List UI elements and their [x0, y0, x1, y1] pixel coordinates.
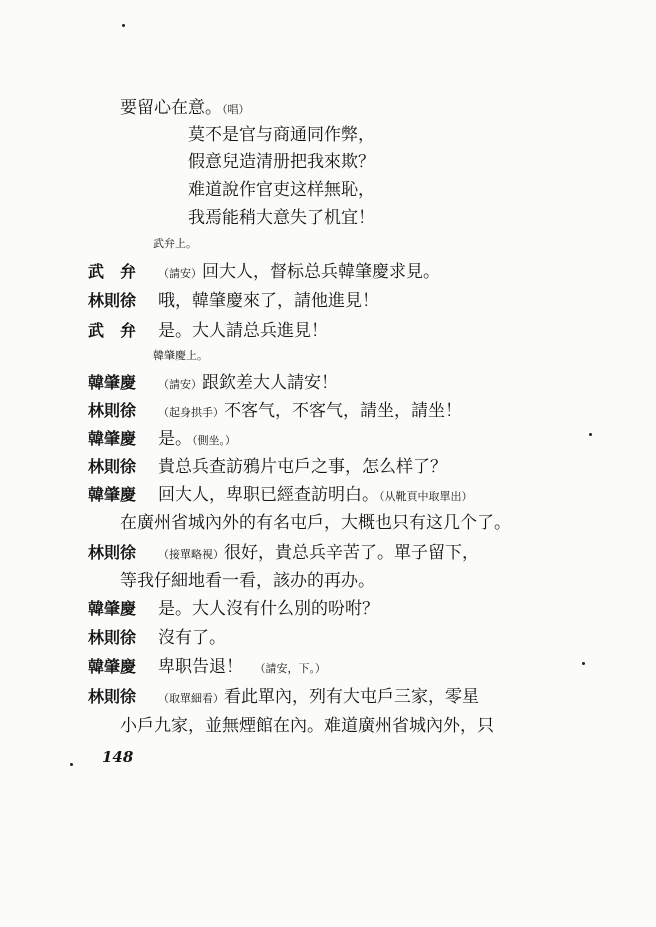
stage-direction: （唱）	[222, 103, 250, 116]
speaker-name: 林則徐	[88, 401, 137, 420]
speaker-name: 韓肇慶	[88, 429, 137, 448]
verse-line: 难道說作官吏这样無恥，	[188, 180, 375, 200]
print-speck	[582, 662, 585, 665]
dialogue-text: 是。大人請总兵進見！	[158, 321, 328, 341]
print-speck	[122, 24, 125, 27]
print-speck	[70, 763, 73, 766]
print-speck	[589, 433, 592, 436]
dialogue-line	[158, 428, 236, 452]
stage-direction: （請安）	[158, 378, 202, 391]
stage-direction: （从靴頁中取單出）	[379, 490, 473, 503]
speaker-name: 韓肇慶	[88, 657, 137, 676]
dialogue-text: 貴总兵查訪鴉片屯戶之事，怎么样了？	[158, 457, 447, 477]
stage-direction: （側坐。）	[192, 434, 236, 447]
dialogue-line	[158, 372, 338, 396]
dialogue-line	[158, 400, 462, 424]
dialogue-continuation: 在廣州省城內外的有名屯戶，大概也只有这几个了。	[120, 513, 511, 533]
dialogue-continuation: 小戶九家，並無煙館在內。难道廣州省城內外，只	[120, 716, 494, 736]
speaker-name: 韓肇慶	[88, 599, 137, 618]
dialogue-text: 很好，貴总兵辛苦了。單子留下，	[224, 543, 479, 563]
dialogue-text: 沒有了。	[158, 628, 226, 648]
dialogue-text: 是。大人沒有什么別的吩咐？	[158, 599, 379, 619]
stage-direction: （取單細看）	[158, 692, 224, 705]
page-number: 148	[102, 748, 134, 766]
dialogue-text: 不客气，不客气，請坐，請坐！	[224, 401, 462, 421]
verse-line: 假意兒造清册把我來欺？	[188, 152, 375, 172]
stage-direction: 韓肇慶上。	[153, 349, 208, 362]
stage-direction: （起身拱手）	[158, 406, 224, 419]
dialogue-text: 看此單內，列有大屯戶三家，零星	[224, 687, 479, 707]
dialogue-text: 跟欽差大人請安！	[202, 373, 338, 393]
dialogue-line	[158, 484, 473, 508]
speaker-name: 韓肇慶	[88, 373, 137, 392]
stage-direction: （請安，下。）	[260, 662, 326, 675]
verse-line: 我焉能稍大意失了机宜！	[188, 208, 375, 228]
speaker-name: 林則徐	[88, 687, 137, 706]
dialogue-text: 卑职告退！	[158, 657, 243, 677]
dialogue-line	[158, 542, 479, 566]
speaker-name: 林則徐	[88, 543, 137, 562]
dialogue-line	[158, 686, 479, 710]
dialogue-text: 是。	[158, 429, 192, 449]
stage-direction: （接單略視）	[158, 548, 224, 561]
speaker-name: 韓肇慶	[88, 485, 137, 504]
stage-direction: 武弁上。	[153, 237, 197, 250]
script-line	[120, 97, 250, 121]
verse-line: 莫不是官与商通同作弊，	[188, 125, 375, 145]
dialogue-line	[158, 261, 440, 285]
dialogue-text: 哦，韓肇慶來了，請他進見！	[158, 291, 379, 311]
dialogue-text: 回大人，卑职已經查訪明白。	[158, 485, 379, 505]
dialogue-text: 回大人，督标总兵韓肇慶求見。	[202, 262, 440, 282]
speaker-name: 武 弁	[88, 262, 137, 281]
dialogue-line	[158, 656, 326, 680]
dialogue-continuation: 等我仔細地看一看，該办的再办。	[120, 571, 375, 591]
speaker-name: 武 弁	[88, 321, 137, 340]
dialogue-text: 要留心在意。	[120, 98, 222, 118]
speaker-name: 林則徐	[88, 457, 137, 476]
speaker-name: 林則徐	[88, 291, 137, 310]
speaker-name: 林則徐	[88, 628, 137, 647]
stage-direction: （請安）	[158, 267, 202, 280]
